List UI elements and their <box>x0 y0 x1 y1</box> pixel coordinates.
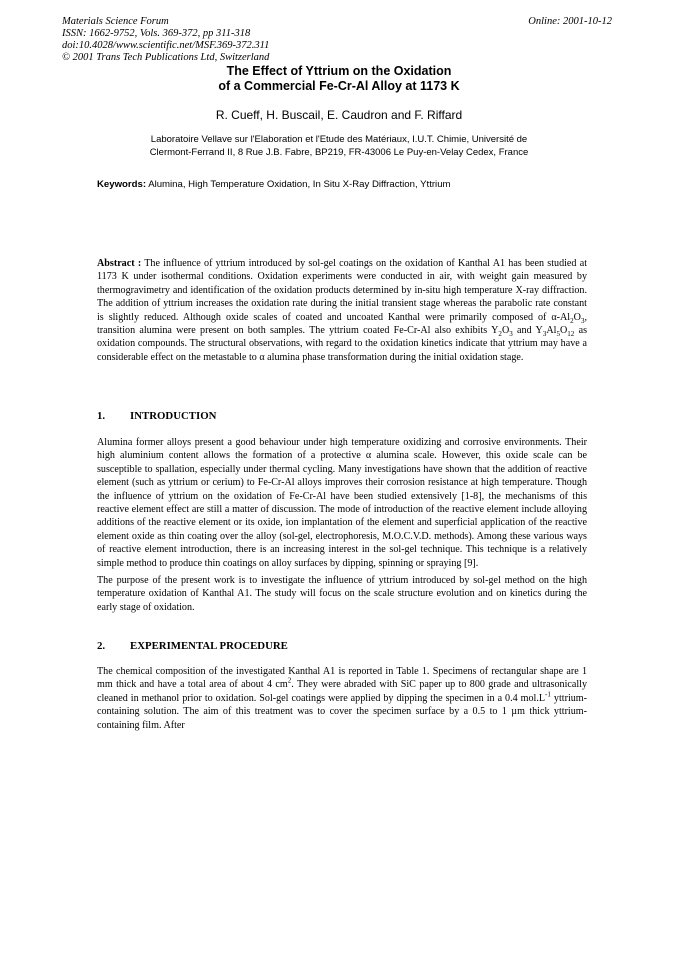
abstract-text: as oxidation compounds. The structural observations, with regard to the oxidation kinetics indicate that yttrium may have a considerable effect on the metastable to α alumina phase transformation during the initial oxidation stage. <box>97 325 587 363</box>
abstract-label: Abstract : <box>97 258 142 269</box>
title-line-2: of a Commercial Fe-Cr-Al Alloy at 1173 K <box>218 79 460 93</box>
affiliation <box>0 134 678 159</box>
section-heading-experimental <box>97 640 288 652</box>
section-number: 2. <box>97 640 106 652</box>
affiliation-line-1: Laboratoire Vellave sur l'Elaboration et l'Etude des Matériaux, I.U.T. Chimie, Université de <box>150 134 528 145</box>
copyright-line: © 2001 Trans Tech Publications Ltd, Switzerland <box>62 52 270 63</box>
abstract-text: , transition alumina were present on both samples. The yttrium coated Fe-Cr-Al also exhibits <box>97 311 587 337</box>
journal-header <box>62 16 269 64</box>
keywords-text: Alumina, High Temperature Oxidation, In Situ X-Ray Diffraction, Yttrium <box>148 179 451 190</box>
keywords-label: Keywords: <box>97 179 147 190</box>
journal-name: Materials Science Forum <box>62 16 169 27</box>
affiliation-line-2: Clermont-Ferrand II, 8 Rue J.B. Fabre, BP219, FR-43006 Le Puy-en-Velay Cedex, France <box>149 146 529 158</box>
formula-y3al5o12: $Y_3Al_5O_{12}$ <box>535 325 575 339</box>
paragraph: Alumina former alloys present a good behaviour under high temperature oxidizing and corrosive environments. Their high aluminium content allows the formation of a protective α alumina scale. However, this oxide scale can be susceptible to spallation, especially under thermal cycling. Many investigations have shown that the addition of reactive element (such as yttrium or cerium) to Fe-Cr-Al alloys improves their corrosion resistance at high temperature. Though the influence of yttrium on the oxidation of Fe-Cr-Al have been studied extensively [1-8], the mechanisms of this reactive element effect are still a matter of discussion. The mode of introduction of the reactive element include alloying additions of the reactive element or its oxide, ion implantation of the element and superficial application of the reactive element oxide as thin coating over the alloy (sol-gel, electrophoresis, M.O.C.V.D. methods). Among these various ways of reactive element introduction, there is an increasing interest in the sol-gel technique. This technique is a relatively simple method to produce thin coatings on alloy surfaces by dipping, spinning or spraying [9]. <box>97 437 587 569</box>
section-title: INTRODUCTION <box>130 410 217 422</box>
paper-title <box>0 64 678 94</box>
keywords <box>97 179 451 190</box>
authors: R. Cueff, H. Buscail, E. Caudron and F. Riffard <box>215 108 463 122</box>
paragraph: The purpose of the present work is to investigate the influence of yttrium introduced by sol-gel method on the high temperature oxidation of Kanthal A1. The study will focus on the scale structure evolution and on kinetics during the early stage of oxidation. <box>97 575 587 613</box>
section-number: 1. <box>97 410 106 422</box>
abstract <box>97 257 587 364</box>
section-heading-introduction <box>97 410 216 422</box>
section-title: EXPERIMENTAL PROCEDURE <box>130 640 288 652</box>
abstract-text: The influence of yttrium introduced by sol-gel coatings on the oxidation of Kanthal A1 has been studied at 1173 K under isothermal conditions. Oxidation experiments were conducted in air, with weight gain measured by thermogravimetry and identification of the oxidation products determined by in-situ high temperature X-ray diffraction. The addition of yttrium increases the oxidation rate during the initial transient stage whereas the parabolic rate constant is slightly reduced. Although oxide scales of coated and uncoated Kanthal were primarily composed of α- <box>97 258 588 323</box>
formula-al2o3: $Al_2O_3$ <box>560 311 585 325</box>
paragraph: The chemical composition of the investigated Kanthal A1 is reported in Table 1. Specimens of rectangular shape are 1 mm thick and have a total area of about 4 $cm^2$. They were abraded with SiC paper up to 800 grade and ultrasonically cleaned in methanol prior to oxidation. Sol-gel coatings were applied by dipping the specimen in a 0.4 $mol.L^{-1}$ yttrium-containing solution. The aim of this treatment was to cover the specimen surface by a 0.5 to 1 µm thick yttrium-containing film. After <box>97 666 588 731</box>
abstract-text: and <box>512 325 536 337</box>
title-line-1: The Effect of Yttrium on the Oxidation <box>226 64 452 78</box>
doi-line[interactable]: doi:10.4028/www.scientific.net/MSF.369-372.311 <box>62 40 270 51</box>
issn-line: ISSN: 1662-9752, Vols. 369-372, pp 311-318 <box>62 28 251 39</box>
online-date: Online: 2001-10-12 <box>528 16 612 27</box>
formula-y2o3: $Y_2O_3$ <box>491 325 513 339</box>
